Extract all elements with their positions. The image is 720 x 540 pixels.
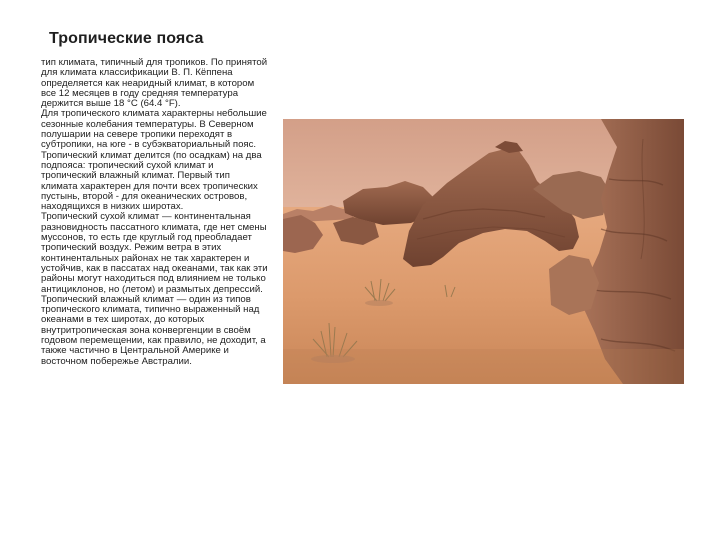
paragraph-dry-climate: Тропический сухой климат — континентальная разновидность пассатного климата, где нет смены муссонов, то есть где круглый год преобладает тропический воздух. Режим ветра в этих континентальных районах не так характерен и устойчив, как в пассатах над океанами, так как эти районы могут находиться под влиянием не только антициклонов, но (летом) и размытых депрессий. — [41, 211, 268, 295]
slide-title: Тропические пояса — [49, 30, 204, 47]
body-text — [41, 58, 269, 367]
paragraph-definition: тип климата, типичный для тропиков. По принятой для климата классификации В. П. Кёппена определяется как неаридный климат, в котором все 12 месяцев в году средняя температура держится выше 18 °C (64.4 °F). — [41, 57, 268, 110]
desert-rock-arch-photo — [283, 119, 684, 384]
paragraph-humid-climate: Тропический влажный климат — один из типов тропического климата, типично выраженный над океанами в тех широтах, до которых внутритропическая зона конвергенции в своём годовом перемещении, как правило, не доходит, а также частично в Центральной Америке и восточном побережье Австралии. — [41, 293, 266, 367]
paragraph-seasonal: Для тропического климата характерны небольшие сезонные колебания температуры. В Северном полушарии на севере тропики переходят в субтропики, на юге - в субэкваториальный пояс. — [41, 108, 267, 151]
paragraph-subzones: Тропический климат делится (по осадкам) на два подпояса: тропический сухой климат и тропический влажный климат. Первый тип климата характерен для почти всех тропических пустынь, второй - для океанических островов, находящихся в низких широтах. — [41, 149, 262, 213]
